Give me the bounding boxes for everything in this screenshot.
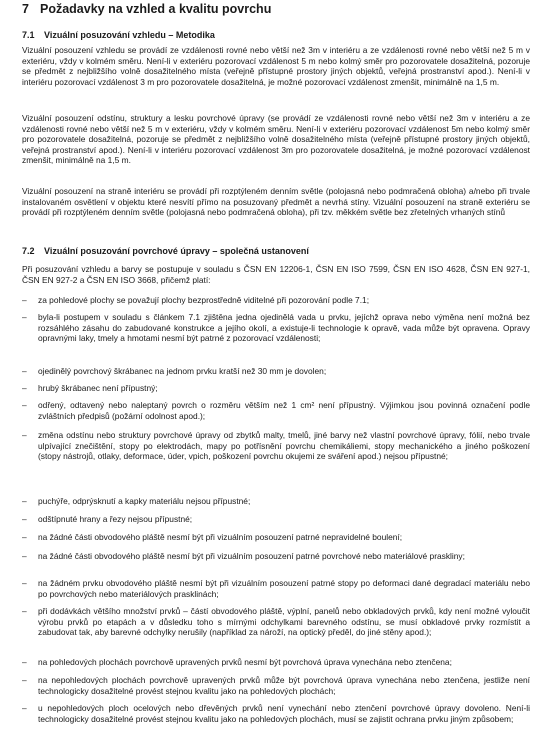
list-item <box>22 657 530 668</box>
list-bullet: – <box>22 312 27 322</box>
list-item-text: na žádné části obvodového pláště nesmí být při vizuálním posouzení patrné povrchové nebo materiálové praskliny; <box>38 551 465 561</box>
list-item-text: ojedinělý povrchový škrábanec na jednom prvku kratší než 30 mm je dovolen; <box>38 366 327 376</box>
list-bullet: – <box>22 551 27 561</box>
section-number: 7.2 <box>22 246 35 256</box>
list-item <box>22 295 530 306</box>
section-heading-7-2 <box>22 246 309 256</box>
list-item-text: puchýře, odprýsknutí a kapky materiálu nejsou přípustné; <box>38 496 251 506</box>
paragraph-lighting-conditions: Vizuální posouzení na straně interiéru se provádí při rozptýleném denním světle (polojasná nebo podmračená obloha) a/nebo při trvale instalovaném osvětlení v objektu které nesvítí přímo na posuzovaný předmět a nevrhá stíny. Vizuální posouzení na straně exteriéru se provádí při rozptýleném denním světle (polojasná nebo podmračená obloha), při tzv. měkkém světle bez zřetelných vrhaných stínů <box>22 186 530 217</box>
list-item <box>22 578 530 599</box>
paragraph-viewing-distance: Vizuální posouzení vzhledu se provádí ze vzdálenosti rovné nebo větší než 3m v interiéru a ze vzdálenosti rovné nebo větší než 5 m v exteriéru, vždy v kolmém směru. Není-li v exteriéru pozorovací vzdálenost 5 m nebo kolmý směr pro pozorovatele dosažitelná, pozoruje se předmět z nejbližšího volně dosažitelného místa (veřejně přístupné prostory jiných objektů, veřejná prostranství apod.). Není-li v interiéru pozorovací vzdálenost 3 m pro pozorovatele dosažitelná, je možné pozorovací vzdálenost zmenšit, minimálně na 1,5 m. <box>22 45 530 87</box>
list-bullet: – <box>22 295 27 305</box>
list-item <box>22 383 530 394</box>
list-item-text: na žádné části obvodového pláště nesmí být při vizuálním posouzení patrné nepravidelné boulení; <box>38 532 403 542</box>
list-item-text: na pohledových plochách povrchově upravených prvků nesmí být povrchová úprava vynechána nebo ztenčena; <box>38 657 452 667</box>
list-item-text: změna odstínu nebo struktury povrchové úpravy od zbytků malty, tmelů, jiné barvy než vlastní povrchové úpravy, fólií, nebo trvale ulpívající znečištění, stopy po elektrodách, mapy po potřísnění povrchu chemikáliemi, stopy mechanického a jiného poškození (stopy nástrojů, otlaky, deformace, úder, vpich, poškození povrchu okujemi ze sváření apod.) nejsou přípustné; <box>38 430 530 461</box>
list-item-text: odřený, odtavený nebo naleptaný povrch o rozměru větším než 1 cm² není přípustný. Výjimkou jsou povinná označení podle zvláštních předpisů (požární odolnost apod.); <box>38 400 530 421</box>
chapter-number: 7 <box>22 2 29 16</box>
list-item-text: za pohledové plochy se považují plochy bezprostředně viditelné při pozorování podle 7.1; <box>38 295 370 305</box>
section-heading-7-1 <box>22 30 215 40</box>
list-item <box>22 496 530 507</box>
section-title: Vizuální posuzování vzhledu – Metodika <box>44 30 215 40</box>
list-item <box>22 514 530 525</box>
list-item-text: na nepohledových plochách povrchově upravených prvků může být povrchová úprava vynechána nebo ztenčena, jestliže není technologicky dosažitelné provést stejnou kvalitu jako na pohledových plochách; <box>38 675 530 696</box>
list-item-text: byla-li postupem v souladu s článkem 7.1 zjištěna jedna ojedinělá vada u prvku, jejíchž oprava nebo výměna není možná bez rozsáhlého zásahu do zabudované konstrukce a jejího okolí, a existuje-li technologie k opravě, vada může být opravena. Opravy opravnými laky, tmely a hmotami nesmí být patrné z pozorovací vzdálenosti; <box>38 312 530 343</box>
list-bullet: – <box>22 383 27 393</box>
list-bullet: – <box>22 430 27 440</box>
list-item-text: při dodávkách většího množství prvků – částí obvodového pláště, výplní, panelů nebo obkladových prvků, kdy není možné vyloučit výrobu prvků po etapách a v důsledku toho s mírnými odchylkami barevného odstínu, se musí obkladové prvky rozmístit a zabudovat tak, aby barevné odchylky nerušily (například za nároží, na optický předěl, do jiné stěny apod.); <box>38 606 530 637</box>
list-item <box>22 606 530 638</box>
list-item-text: u nepohledových ploch ocelových nebo dřevěných prvků není vynechání nebo ztenčení povrchové úpravy dovoleno. Není-li technologicky dosažitelné provést stejnou kvalitu jako na pohledových plochách, musí se zajistit ochrana prvku jiným způsobem; <box>38 703 530 724</box>
list-bullet: – <box>22 657 27 667</box>
list-bullet: – <box>22 703 27 713</box>
list-item <box>22 400 530 421</box>
list-item <box>22 551 530 562</box>
section-number: 7.1 <box>22 30 35 40</box>
list-item-text: na žádném prvku obvodového pláště nesmí být při vizuálním posouzení patrné stopy po deformaci dané degradací materiálu nebo po povrchových nebo materiálových prasklinách; <box>38 578 530 599</box>
list-bullet: – <box>22 532 27 542</box>
list-item <box>22 430 530 462</box>
section-title: Vizuální posuzování povrchové úpravy – společná ustanovení <box>44 246 309 256</box>
list-bullet: – <box>22 675 27 685</box>
list-item <box>22 703 530 724</box>
list-item <box>22 312 530 344</box>
list-bullet: – <box>22 578 27 588</box>
list-bullet: – <box>22 606 27 616</box>
list-item <box>22 532 530 543</box>
list-bullet: – <box>22 514 27 524</box>
list-item-text: hrubý škrábanec není přípustný; <box>38 383 158 393</box>
list-bullet: – <box>22 366 27 376</box>
paragraph-standards-intro: Při posuzování vzhledu a barvy se postupuje v souladu s ČSN EN 12206-1, ČSN EN ISO 7599, ČSN EN ISO 4628, ČSN EN 927-1, ČSN EN 927-2 a ČSN EN ISO 3668, přičemž platí: <box>22 264 530 285</box>
list-bullet: – <box>22 400 27 410</box>
list-item-text: odštípnuté hrany a řezy nejsou přípustné; <box>38 514 193 524</box>
paragraph-shade-structure-gloss: Vizuální posouzení odstínu, struktury a lesku povrchové úpravy (se provádí ze vzdálenosti rovné nebo větší než 3m v interiéru a ze vzdálenosti rovné nebo větší než 5 m v exteriéru, vždy v kolmém směru. Není-li v exteriéru pozorovací vzdálenost 5m nebo kolmý směr pro pozorovatele dosažitelná, pozoruje se předmět z nejbližšího volně dosažitelného místa (veřejně přístupné prostory jiných objektů, veřejná prostranství apod.). Není-li v interiéru pozorovací vzdálenost 3m pro pozorovatele dosažitelná, je možné pozorovací vzdálenost zmenšit, minimálně na 1,5 m. <box>22 113 530 165</box>
chapter-heading <box>22 2 271 16</box>
list-bullet: – <box>22 496 27 506</box>
list-item <box>22 366 530 377</box>
list-item <box>22 675 530 696</box>
chapter-title: Požadavky na vzhled a kvalitu povrchu <box>40 2 272 16</box>
